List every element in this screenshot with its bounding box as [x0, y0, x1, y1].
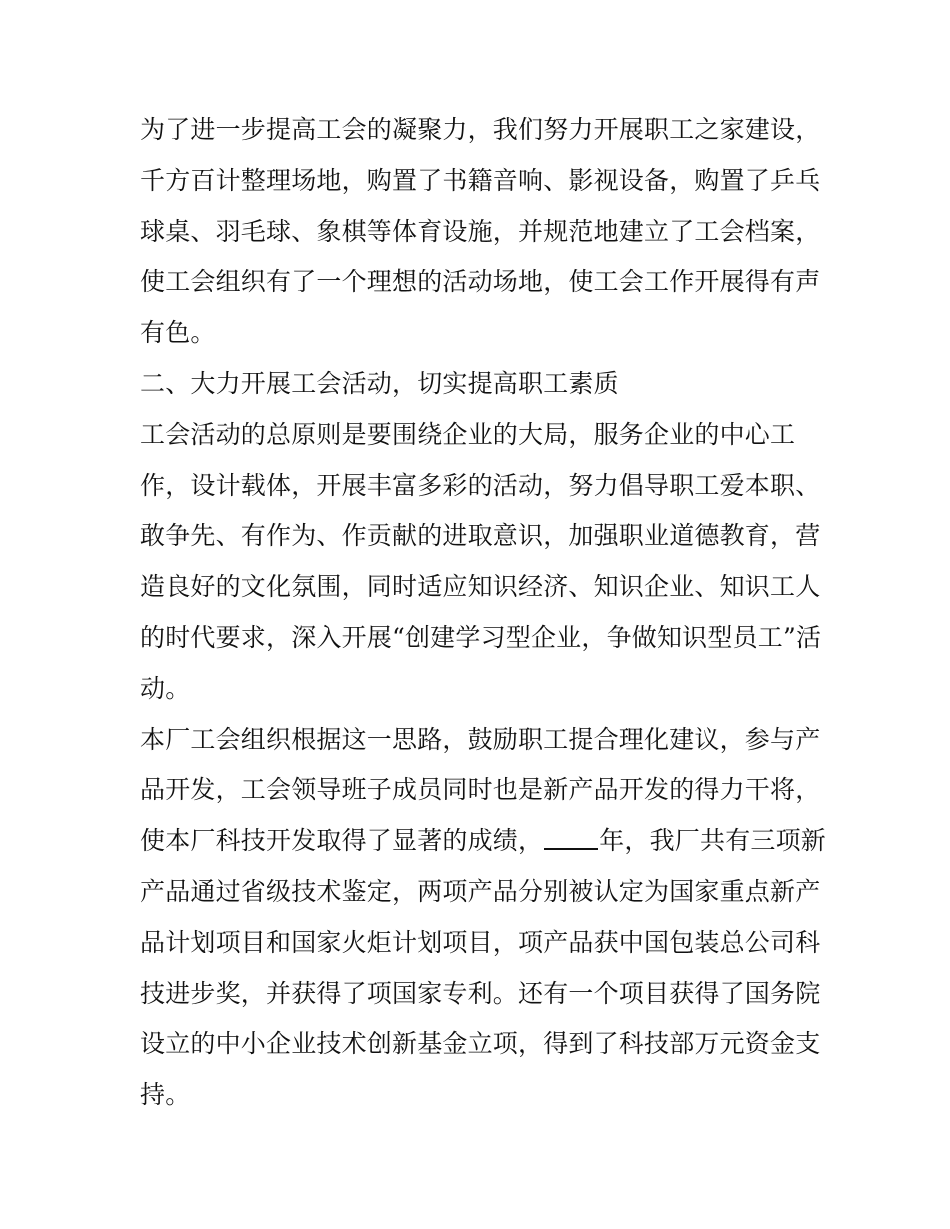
text-line: 使工会组织有了一个理想的活动场地，使工会工作开展得有声 [140, 267, 821, 297]
text-line: 动。 [140, 673, 191, 703]
text-line: 技进步奖，并获得了项国家专利。还有一个项目获得了国务院 [140, 978, 821, 1008]
text-line-with-blank [140, 816, 827, 867]
text-line: 持。 [140, 1080, 191, 1110]
fill-in-blank [544, 826, 598, 851]
text-line: 品开发，工会领导班子成员同时也是新产品开发的得力干将， [140, 775, 821, 805]
text-line: 为了进一步提高工会的凝聚力，我们努力开展职工之家建设， [140, 115, 821, 144]
text-line: 有色。 [140, 318, 216, 348]
section-heading: 二、大力开展工会活动，切实提高职工素质 [140, 368, 619, 398]
text-line: 产品通过省级技术鉴定，两项产品分别被认定为国家重点新产 [140, 876, 821, 906]
text-segment: 年，我厂共有三项新 [599, 826, 827, 856]
text-line: 作，设计载体，开展丰富多彩的活动，努力倡导职工爱本职、 [140, 470, 821, 500]
text-line: 本厂工会组织根据这一思路，鼓励职工提合理化建议，参与产 [140, 724, 821, 754]
text-line: 千方百计整理场地，购置了书籍音响、影视设备，购置了乒乓 [140, 165, 821, 195]
text-line: 工会活动的总原则是要围绕企业的大局，服务企业的中心工 [140, 419, 796, 449]
text-line: 敢争先、有作为、作贡献的进取意识，加强职业道德教育，营 [140, 521, 821, 551]
text-line: 品计划项目和国家火炬计划项目，项产品获中国包装总公司科 [140, 927, 821, 957]
text-line: 的时代要求，深入开展“创建学习型企业，争做知识型员工”活 [140, 622, 822, 652]
text-segment: 使本厂科技开发取得了显著的成绩， [140, 826, 544, 856]
text-line: 造良好的文化氛围，同时适应知识经济、知识企业、知识工人 [140, 572, 821, 602]
text-line: 设立的中小企业技术创新基金立项，得到了科技部万元资金支 [140, 1029, 821, 1059]
document-body [140, 105, 827, 1121]
text-line: 球桌、羽毛球、象棋等体育设施，并规范地建立了工会档案， [140, 216, 821, 246]
